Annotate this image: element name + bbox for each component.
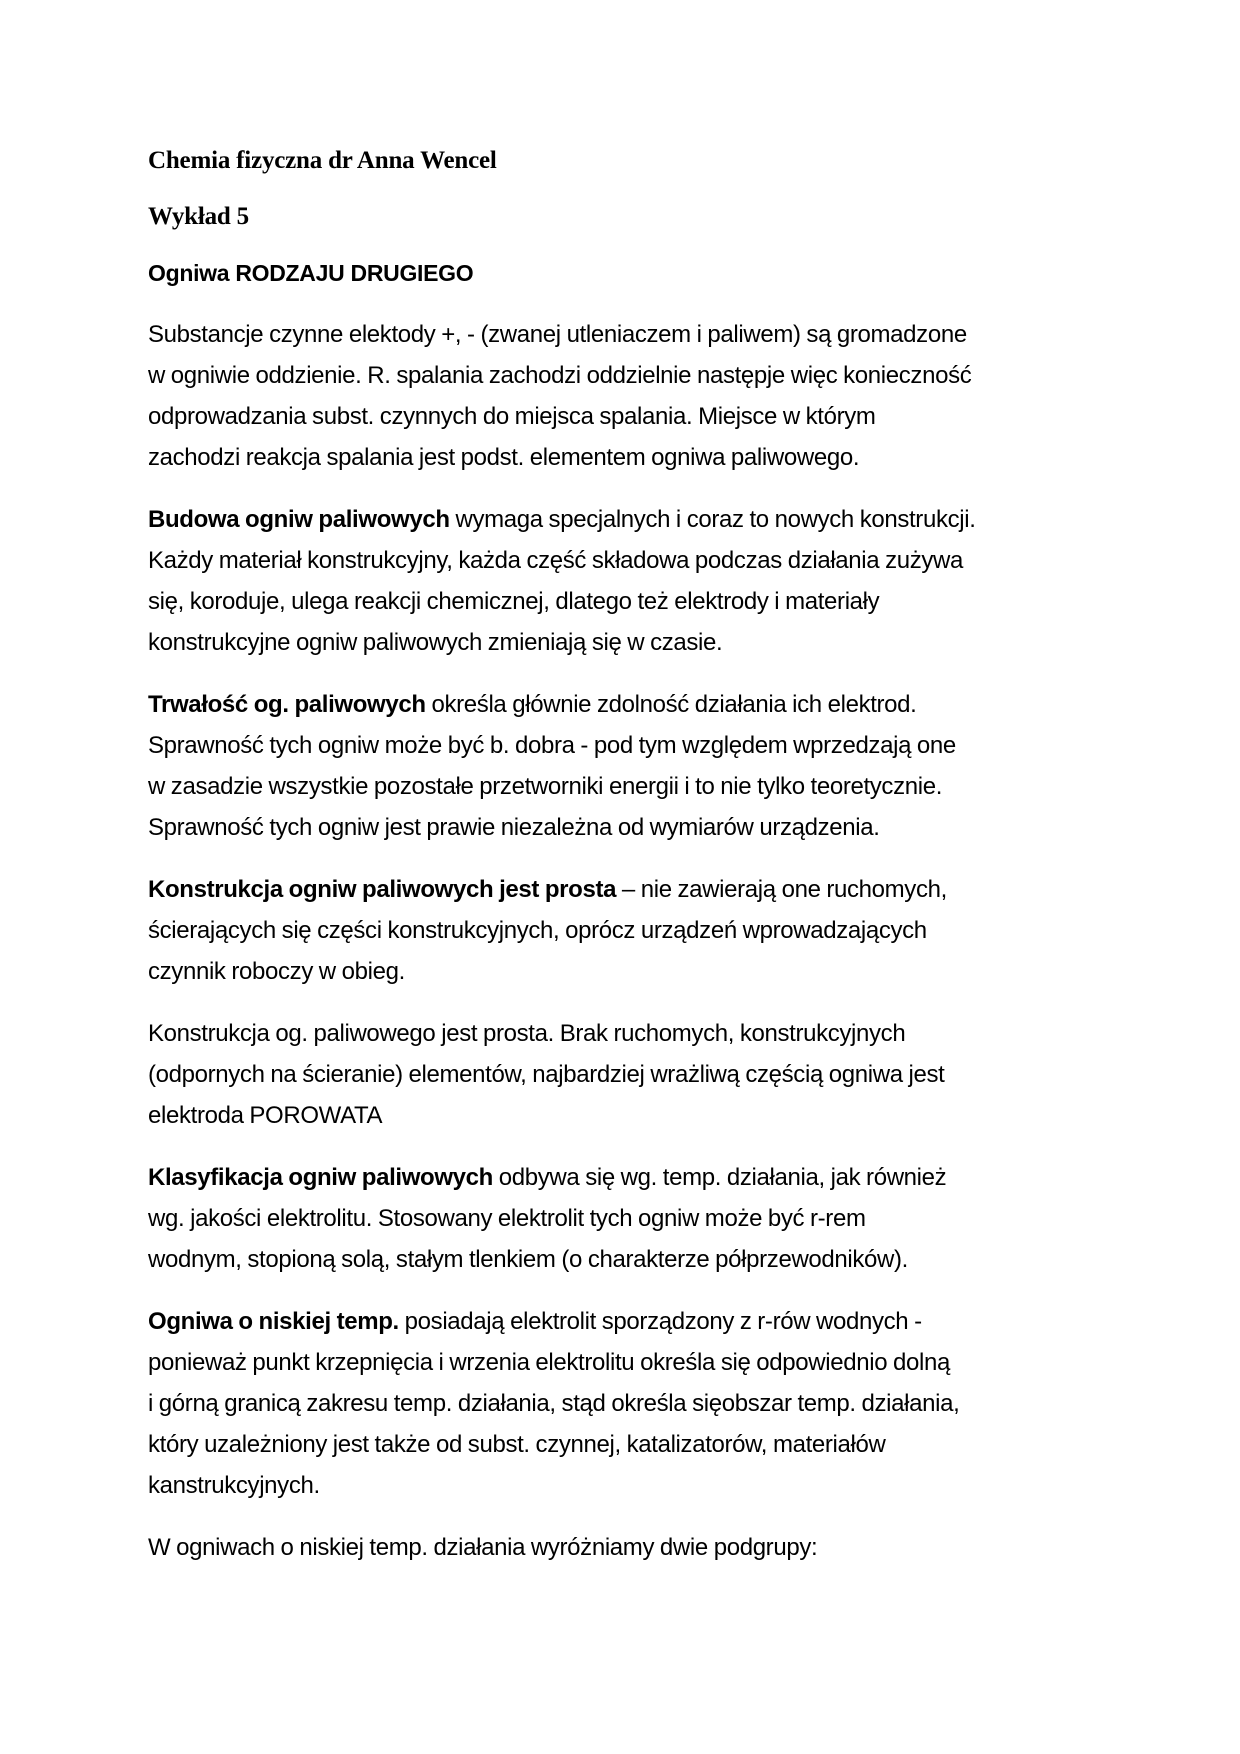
paragraph-line [148, 1054, 1103, 1095]
paragraph [148, 1527, 1103, 1568]
line-text: zachodzi reakcja spalania jest podst. elementem ogniwa paliwowego. [148, 444, 860, 471]
line-text: wodnym, stopioną solą, stałym tlenkiem (o charakterze półprzewodników). [148, 1246, 908, 1273]
paragraph-line [148, 1095, 1103, 1136]
paragraph-line [148, 951, 1103, 992]
bold-lead-phrase: Trwałość og. paliwowych [148, 691, 426, 718]
paragraph-line [148, 1465, 1103, 1506]
paragraph-line [148, 1301, 1103, 1342]
line-text: wymaga specjalnych i coraz to nowych konstrukcji. [449, 506, 976, 533]
line-text: Sprawność tych ogniw jest prawie niezależna od wymiarów urządzenia. [148, 814, 880, 841]
paragraph [148, 684, 1103, 848]
paragraph-line [148, 1424, 1103, 1465]
line-text: Substancje czynne elektody +, - (zwanej utleniaczem i paliwem) są gromadzone [148, 321, 967, 348]
document-body [148, 146, 1103, 1589]
paragraph-line [148, 581, 1103, 622]
paragraph [148, 1301, 1103, 1506]
paragraph-line [148, 910, 1103, 951]
paragraph-line [148, 540, 1103, 581]
paragraph [148, 1157, 1103, 1280]
line-text: który uzależniony jest także od subst. czynnej, katalizatorów, materiałów [148, 1431, 886, 1458]
paragraph-line [148, 725, 1103, 766]
paragraph-line [148, 1157, 1103, 1198]
paragraph-line [148, 396, 1103, 437]
line-text: kanstrukcyjnych. [148, 1472, 320, 1499]
paragraph-line [148, 1527, 1103, 1568]
paragraph-line [148, 1013, 1103, 1054]
line-text: czynnik roboczy w obieg. [148, 958, 405, 985]
paragraph-line [148, 499, 1103, 540]
paragraph [148, 869, 1103, 992]
line-text: ścierających się części konstrukcyjnych, oprócz urządzeń wprowadzających [148, 917, 927, 944]
line-text: (odpornych na ścieranie) elementów, najbardziej wrażliwą częścią ogniwa jest [148, 1061, 945, 1088]
line-text: i górną granicą zakresu temp. działania, stąd określa sięobszar temp. działania, [148, 1390, 960, 1417]
paragraph-line [148, 684, 1103, 725]
paragraph-line [148, 622, 1103, 663]
line-text: odprowadzania subst. czynnych do miejsca spalania. Miejsce w którym [148, 403, 876, 430]
document-title: Chemia fizyczna dr Anna Wencel [148, 147, 497, 174]
line-text: elektroda POROWATA [148, 1102, 383, 1129]
paragraph-line [148, 314, 1103, 355]
line-text: Każdy materiał konstrukcyjny, każda część składowa podczas działania zużywa [148, 547, 964, 574]
paragraph-line [148, 1383, 1103, 1424]
paragraph-list [148, 314, 1103, 1568]
paragraph [148, 1013, 1103, 1136]
line-text: w ogniwie oddzienie. R. spalania zachodzi oddzielnie następje więc konieczność [148, 362, 972, 389]
line-text: się, koroduje, ulega reakcji chemicznej, dlatego też elektrody i materiały [148, 588, 880, 615]
line-text: Konstrukcja og. paliwowego jest prosta. Brak ruchomych, konstrukcyjnych [148, 1020, 906, 1047]
line-text: w zasadzie wszystkie pozostałe przetworniki energii i to nie tylko teoretycznie. [148, 773, 943, 800]
paragraph-line [148, 355, 1103, 396]
section-heading: Ogniwa RODZAJU DRUGIEGO [148, 260, 474, 286]
lecture-number: Wykład 5 [148, 203, 249, 230]
bold-lead-phrase: Ogniwa o niskiej temp. [148, 1308, 399, 1335]
line-text: ponieważ punkt krzepnięcia i wrzenia elektrolitu określa się odpowiednio dolną [148, 1349, 951, 1376]
line-text: konstrukcyjne ogniw paliwowych zmieniają się w czasie. [148, 629, 723, 656]
line-text: posiadają elektrolit sporządzony z r-rów wodnych - [398, 1308, 922, 1335]
paragraph-line [148, 766, 1103, 807]
line-text: W ogniwach o niskiej temp. działania wyróżniamy dwie podgrupy: [148, 1534, 818, 1561]
line-text: określa głównie zdolność działania ich elektrod. [425, 691, 917, 718]
paragraph-line [148, 437, 1103, 478]
line-text: Sprawność tych ogniw może być b. dobra - pod tym względem wprzedzają one [148, 732, 956, 759]
line-text: odbywa się wg. temp. działania, jak również [492, 1164, 947, 1191]
bold-lead-phrase: Konstrukcja ogniw paliwowych jest prosta [148, 876, 617, 903]
line-text: wg. jakości elektrolitu. Stosowany elektrolit tych ogniw może być r-rem [148, 1205, 866, 1232]
paragraph-line [148, 1342, 1103, 1383]
bold-lead-phrase: Budowa ogniw paliwowych [148, 506, 450, 533]
line-text: – nie zawierają one ruchomych, [616, 876, 947, 903]
paragraph-line [148, 1239, 1103, 1280]
paragraph [148, 499, 1103, 663]
paragraph-line [148, 807, 1103, 848]
paragraph [148, 314, 1103, 478]
paragraph-line [148, 1198, 1103, 1239]
paragraph-line [148, 869, 1103, 910]
bold-lead-phrase: Klasyfikacja ogniw paliwowych [148, 1164, 493, 1191]
